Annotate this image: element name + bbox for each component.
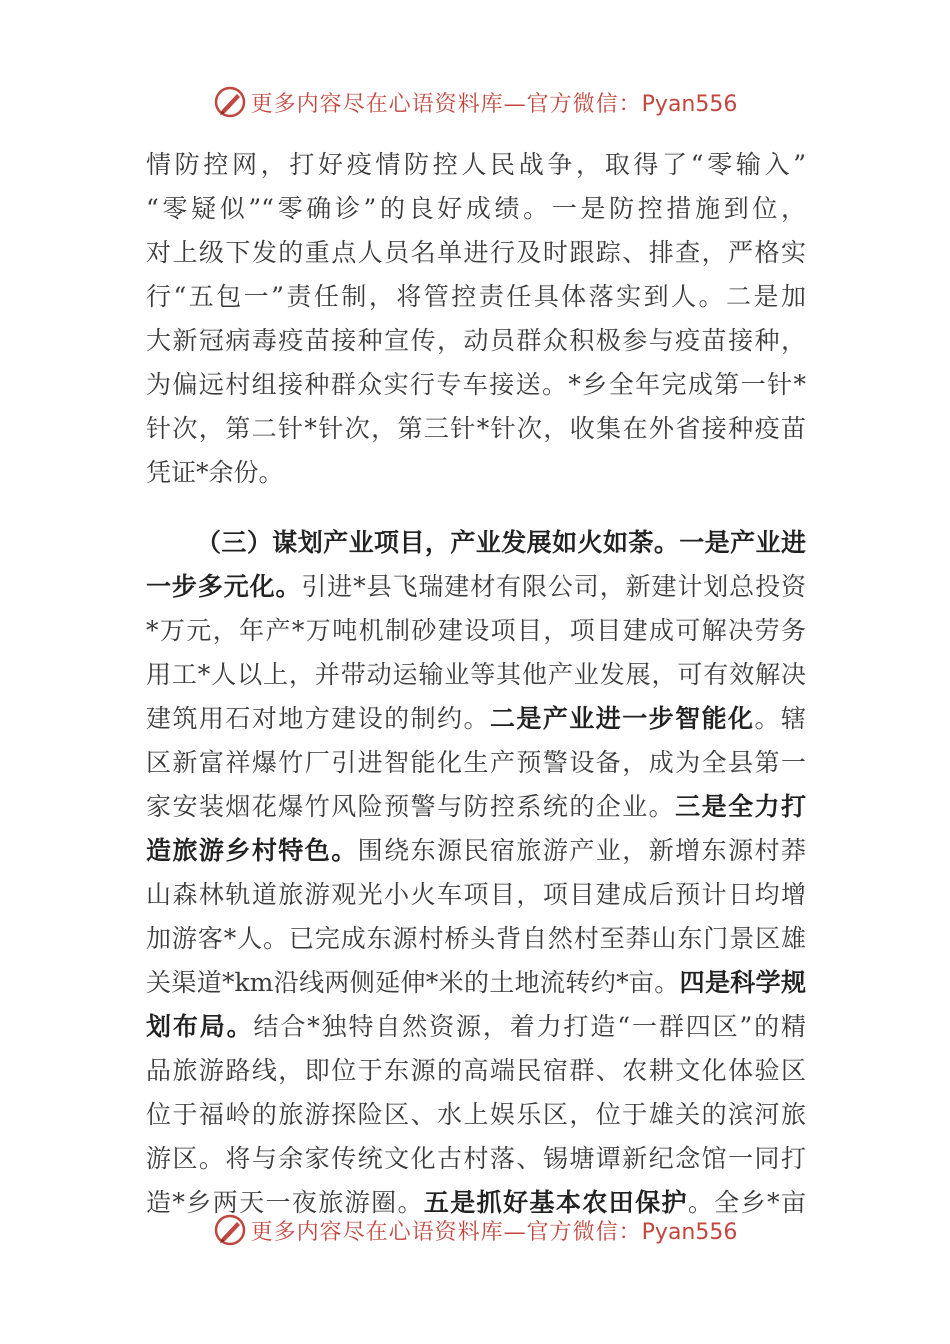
header-text: 更多内容尽在心语资料库—官方微信：Pyan556 [250,91,738,117]
text-line: 位于福岭的旅游探险区、水上娱乐区，位于雄关的滨河旅 [146,1100,806,1129]
text-line: 对上级下发的重点人员名单进行及时跟踪、排查，严格实 [146,238,806,267]
paragraph-industry [146,521,806,1225]
text-line: 游区。将与余家传统文化古村落、锡塘谭新纪念馆一同打 [146,1144,806,1173]
text-line: 加游客*人。已完成东源村桥头背自然村至莽山东门景区雄 [146,924,806,953]
text-line: 区新富祥爆竹厂引进智能化生产预警设备，成为全县第一 [146,748,806,777]
text-line: *万元，年产*万吨机制砂建设项目，项目建成可解决劳务 [146,616,806,645]
page-header [0,80,950,124]
text-line: 山森林轨道旅游观光小火车项目，项目建成后预计日均增 [146,880,806,909]
text-line: “零疑似”“零确诊”的良好成绩。一是防控措施到位， [146,194,806,223]
text-line: 针次，第二针*针次，第三针*针次，收集在外省接种疫苗 [146,414,806,443]
text-line: 情防控网，打好疫情防控人民战争，取得了“零输入” [146,150,806,179]
text-line: 品旅游路线，即位于东源的高端民宿群、农耕文化体验区 [146,1056,806,1085]
text-line: 行“五包一”责任制，将管控责任具体落实到人。二是加 [146,282,806,311]
footer-text: 更多内容尽在心语资料库—官方微信：Pyan556 [250,1219,738,1245]
text-line: 用工*人以上，并带动运输业等其他产业发展，可有效解决 [146,660,806,689]
text-line: 建筑用石对地方建设的制约。二是产业进一步智能化。辖 [146,704,806,733]
text-line: 造*乡两天一夜旅游圈。五是抓好基本农田保护。全乡*亩 [146,1188,806,1217]
page-footer [0,1208,950,1252]
pen-logo-icon [213,85,247,119]
document-body [146,143,806,1225]
text-line: 一步多元化。引进*县飞瑞建材有限公司，新建计划总投资 [146,572,806,601]
text-line: 关渠道*km沿线两侧延伸*米的土地流转约*亩。四是科学规 [146,968,806,997]
text-line: 大新冠病毒疫苗接种宣传，动员群众积极参与疫苗接种， [146,326,806,355]
text-line: 划布局。结合*独特自然资源，着力打造“一群四区”的精 [146,1012,806,1041]
text-line: 为偏远村组接种群众实行专车接送。*乡全年完成第一针* [146,370,806,399]
text-line: 造旅游乡村特色。围绕东源民宿旅游产业，新增东源村莽 [146,836,806,865]
section-heading-line: （三）谋划产业项目，产业发展如火如荼。一是产业进 [196,528,806,557]
text-line: 家安装烟花爆竹风险预警与防控系统的企业。三是全力打 [146,792,806,821]
pen-logo-icon [213,1213,247,1247]
paragraph-epidemic [146,143,806,495]
text-line: 凭证*余份。 [146,458,284,487]
